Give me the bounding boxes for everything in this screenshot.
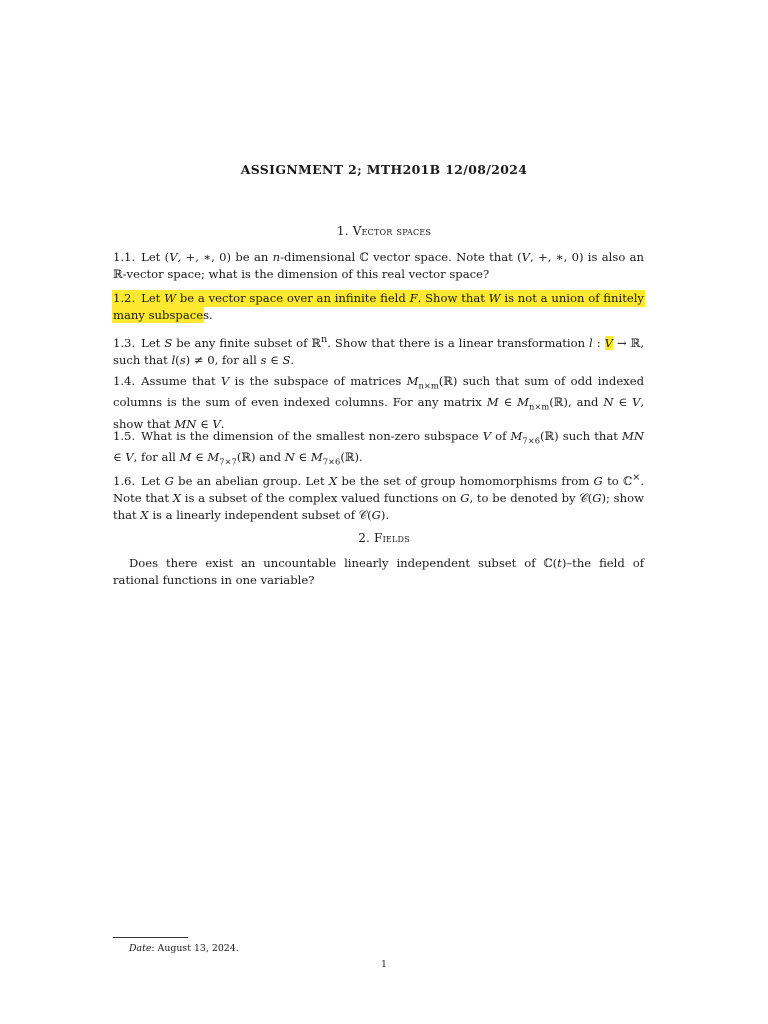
problem-number: 1.3. [113, 335, 136, 350]
section-heading-vector-spaces: 1. Vector spaces [336, 224, 432, 238]
problem-1-5 [113, 428, 644, 471]
page-number: 1 [381, 960, 387, 970]
problem-1-4 [113, 373, 644, 433]
problem-number: 1.6. [113, 473, 136, 488]
problem-number: 1.4. [113, 374, 136, 388]
problem-1-1 [113, 249, 644, 283]
footnote-text: : August 13, 2024. [151, 943, 239, 954]
problem-number: 1.5. [113, 429, 136, 443]
footnote [129, 943, 239, 954]
problem-text: Let G be an abelian group. Let X be the set of group homomorphisms from G to ℂ×. Note that X is a subset of the complex valued functions on G, to be denoted by 𝒞(G); show that X is a linearly independent subset of 𝒞(G). [113, 472, 645, 522]
problem-number: 1.1. [113, 250, 136, 264]
footnote-label: Date [129, 943, 152, 954]
document-title: ASSIGNMENT 2; MTH201B 12/08/2024 [240, 162, 528, 177]
problem-text: Does there exist an uncountable linearly independent subset of ℂ(t)–the field of rational functions in one variable? [113, 556, 644, 587]
problem-1-3 [113, 331, 644, 369]
problem-text: Assume that V is the subspace of matrices $M_{n\times m}(ℝ)$ such that sum of odd indexed columns is the sum of even indexed columns. For any matrix M ∈ $M_{n\times m}(ℝ)$, and N ∈ V, show that MN ∈ V. [113, 374, 645, 431]
problem-1-6 [113, 469, 644, 524]
problem-text: Let S be any finite subset of ℝ$^n$. Show that there is a linear transformation l : V → ℝ, such that l(s) ≠ 0, for all s ∈ S. [113, 334, 645, 367]
problem-number: 1.2. [113, 291, 136, 305]
problem-text: Let (V, +, ∗, 0) be an n-dimensional ℂ vector space. Note that (V, +, ∗, 0) is also an ℝ-vector space; what is the dimension of this real vector space? [113, 250, 644, 281]
problem-2 [113, 555, 644, 589]
problem-1-2 [113, 290, 644, 324]
problem-text: Let W be a vector space over an infinite field F. Show that W is not a union of finitely many subspaces. [113, 291, 644, 322]
problem-text: What is the dimension of the smallest non-zero subspace V of $M_{7\times 6}(ℝ)$ such that MN ∈ V, for all M ∈ $M_{7\times 7}(ℝ)$ and N ∈ $M_{7\times 6}(ℝ)$. [113, 429, 644, 467]
section-heading-fields: 2. Fields [358, 531, 410, 545]
footnote-rule [113, 937, 188, 938]
